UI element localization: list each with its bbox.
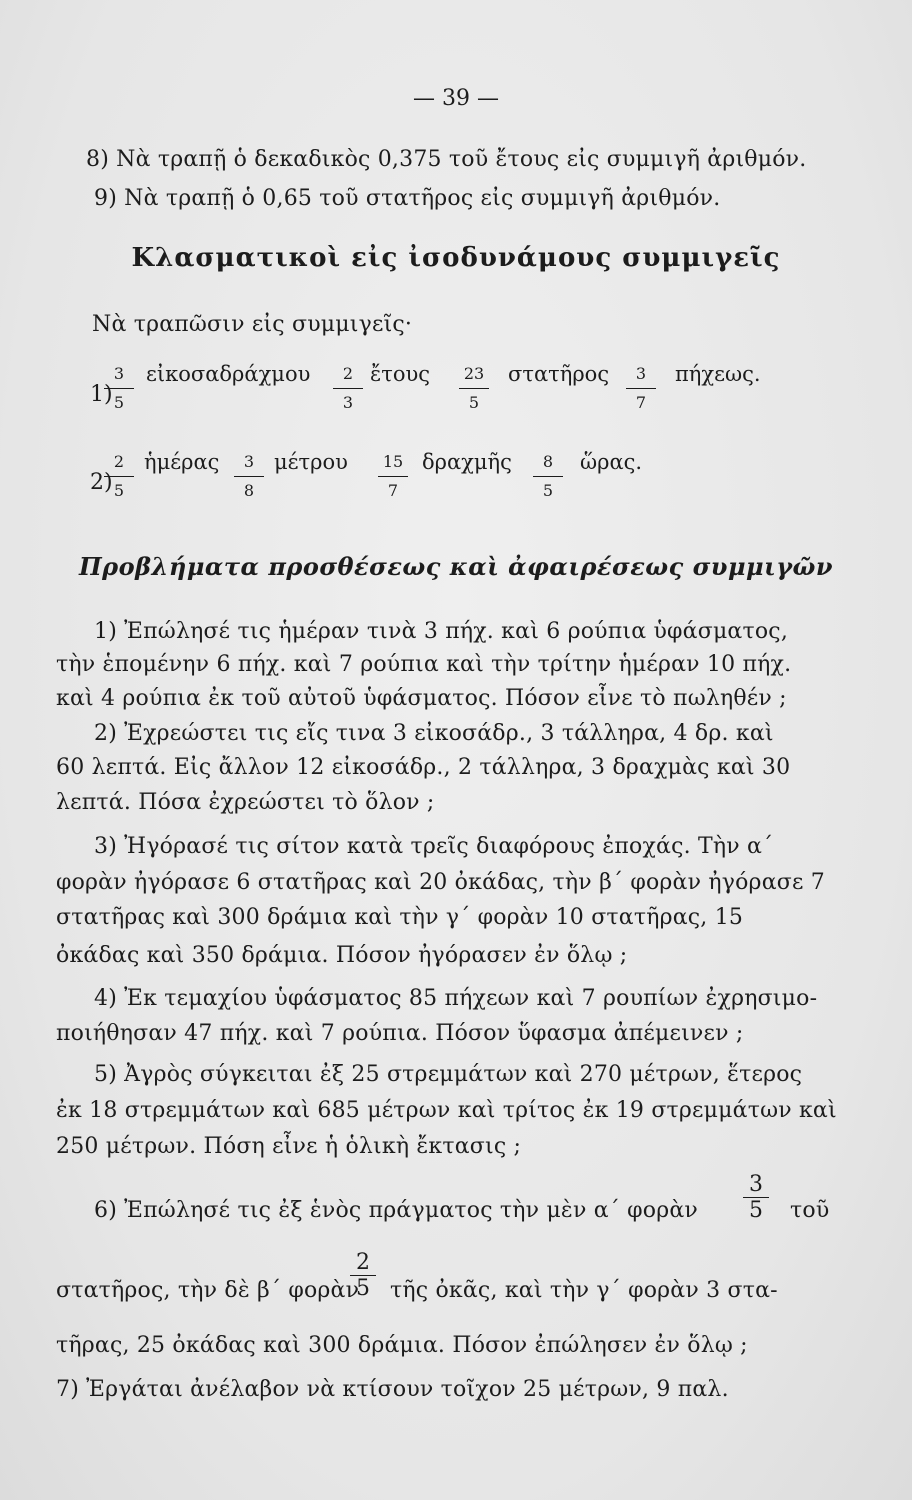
- problem-line: ὀκάδας καὶ 350 δράμια. Πόσον ἠγόρασεν ἐν ὅλῳ ;: [56, 943, 628, 968]
- fraction-unit: στατῆρος: [508, 362, 610, 386]
- fraction: [333, 362, 363, 415]
- fraction-bar: [104, 476, 134, 477]
- exercise-8: 8) Νὰ τραπῇ ὁ δεκαδικὸς 0,375 τοῦ ἔτους εἰς συμμιγῆ ἀριθμόν.: [86, 147, 807, 172]
- fraction: [459, 362, 489, 415]
- fraction: [104, 450, 134, 503]
- denominator: 7: [635, 393, 647, 412]
- denominator: 5: [468, 393, 480, 412]
- problem-line: 250 μέτρων. Πόση εἶνε ἡ ὁλικὴ ἔκτασις ;: [56, 1134, 522, 1159]
- problem-line: 60 λεπτά. Εἰς ἄλλον 12 εἰκοσάδρ., 2 τάλληρα, 3 δραχμὰς καὶ 30: [56, 755, 791, 780]
- section-heading-problems: Προβλήματα προσθέσεως καὶ ἀφαιρέσεως συμμιγῶν: [78, 552, 834, 581]
- fraction-unit: ἔτους: [370, 362, 431, 386]
- denominator: 3: [342, 393, 354, 412]
- problem-6-line-1: 6) Ἐπώλησέ τις ἐξ ἑνὸς πράγματος τὴν μὲν α´ φορὰν: [94, 1198, 698, 1223]
- denominator: 5: [113, 481, 125, 500]
- problem-7-line: 7) Ἐργάται ἀνέλαβον νὰ κτίσουν τοῖχον 25 μέτρων, 9 παλ.: [56, 1377, 729, 1402]
- inline-fraction: [350, 1250, 376, 1301]
- denominator: 8: [243, 481, 255, 500]
- problem-line: 4) Ἐκ τεμαχίου ὑφάσματος 85 πήχεων καὶ 7 ρουπίων ἐχρησιμο-: [94, 986, 818, 1011]
- numerator: 8: [542, 452, 554, 471]
- fraction: [104, 362, 134, 415]
- numerator: 23: [463, 364, 485, 383]
- fraction-bar: [333, 388, 363, 389]
- problem-line: 1) Ἐπώλησέ τις ἡμέραν τινὰ 3 πήχ. καὶ 6 ρούπια ὑφάσματος,: [94, 619, 789, 644]
- fraction-unit: ἡμέρας: [144, 450, 220, 474]
- denominator: 7: [387, 481, 399, 500]
- problem-line: λεπτά. Πόσα ἐχρεώστει τὸ ὅλον ;: [56, 790, 435, 815]
- numerator: 3: [635, 364, 647, 383]
- fraction-bar: [626, 388, 656, 389]
- problem-6-line-2-start: στατῆρος, τὴν δὲ β´ φορὰν: [56, 1278, 360, 1303]
- problem-line: ἐκ 18 στρεμμάτων καὶ 685 μέτρων καὶ τρίτος ἐκ 19 στρεμμάτων καὶ: [56, 1098, 837, 1123]
- numerator: 15: [382, 452, 404, 471]
- numerator: 3: [749, 1172, 763, 1197]
- problem-line: ποιήθησαν 47 πήχ. καὶ 7 ρούπια. Πόσον ὕφασμα ἀπέμεινεν ;: [56, 1021, 744, 1046]
- numerator: 3: [243, 452, 255, 471]
- problem-6-line-2-end: τῆς ὀκᾶς, καὶ τὴν γ´ φορὰν 3 στα-: [390, 1278, 778, 1303]
- denominator: 5: [542, 481, 554, 500]
- numerator: 2: [342, 364, 354, 383]
- row-index: 1): [90, 382, 113, 407]
- fraction-bar: [459, 388, 489, 389]
- problem-line: στατῆρας καὶ 300 δράμια καὶ τὴν γ´ φορὰν 10 στατῆρας, 15: [56, 905, 744, 930]
- fraction-bar: [378, 476, 408, 477]
- problem-line: φορὰν ἠγόρασε 6 στατῆρας καὶ 20 ὀκάδας, τὴν β´ φορὰν ἠγόρασε 7: [56, 870, 825, 895]
- numerator: 2: [113, 452, 125, 471]
- fraction-unit: ὥρας.: [580, 450, 643, 474]
- exercise-9: 9) Νὰ τραπῇ ὁ 0,65 τοῦ στατῆρος εἰς συμμιγῆ ἀριθμόν.: [94, 186, 721, 211]
- fraction-unit: δραχμῆς: [422, 450, 512, 474]
- fraction-bar: [234, 476, 264, 477]
- fraction-unit: εἰκοσαδράχμου: [146, 362, 311, 386]
- fraction-unit: πήχεως.: [675, 362, 761, 386]
- fraction-bar: [104, 388, 134, 389]
- problem-line: 3) Ἠγόρασέ τις σίτον κατὰ τρεῖς διαφόρους ἐποχάς. Τὴν α´: [94, 834, 774, 859]
- fraction: [626, 362, 656, 415]
- denominator: 5: [113, 393, 125, 412]
- fraction: [533, 450, 563, 503]
- problem-6-line-1-end: τοῦ: [790, 1198, 830, 1223]
- page-number: — 39 —: [413, 86, 499, 111]
- fraction-unit: μέτρου: [274, 450, 348, 474]
- problem-line: καὶ 4 ρούπια ἐκ τοῦ αὐτοῦ ὑφάσματος. Πόσον εἶνε τὸ πωληθέν ;: [56, 686, 787, 711]
- problem-line: τὴν ἑπομένην 6 πήχ. καὶ 7 ρούπια καὶ τὴν τρίτην ἡμέραν 10 πήχ.: [56, 652, 792, 677]
- fraction: [234, 450, 264, 503]
- numerator: 2: [356, 1250, 370, 1275]
- inline-fraction: [743, 1172, 769, 1223]
- instruction-text: Νὰ τραπῶσιν εἰς συμμιγεῖς·: [92, 312, 413, 337]
- denominator: 5: [749, 1198, 763, 1223]
- problem-line: 2) Ἐχρεώστει τις εἴς τινα 3 εἰκοσάδρ., 3 τάλληρα, 4 δρ. καὶ: [94, 721, 774, 746]
- fraction: [378, 450, 408, 503]
- row-index: 2): [90, 470, 113, 495]
- fraction-bar: [533, 476, 563, 477]
- denominator: 5: [356, 1276, 370, 1301]
- numerator: 3: [113, 364, 125, 383]
- problem-6-line-3: τῆρας, 25 ὀκάδας καὶ 300 δράμια. Πόσον ἐπώλησεν ἐν ὅλῳ ;: [56, 1333, 748, 1358]
- problem-line: 5) Ἀγρὸς σύγκειται ἐξ 25 στρεμμάτων καὶ 270 μέτρων, ἕτερος: [94, 1062, 803, 1087]
- section-heading-fractions: Κλασματικοὶ εἰς ἰσοδυνάμους συμμιγεῖς: [131, 243, 781, 273]
